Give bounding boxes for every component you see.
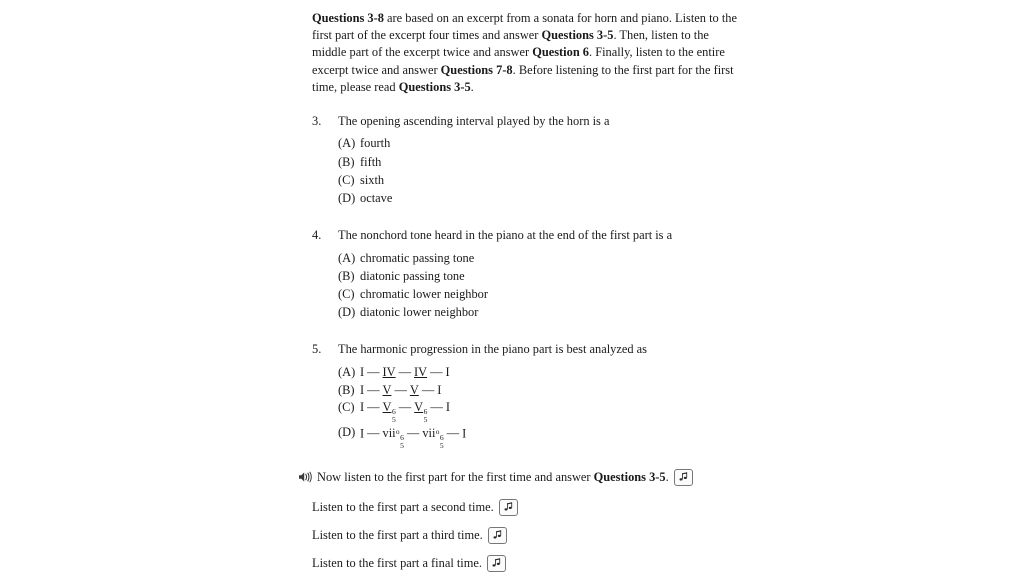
audio-listen-text xyxy=(312,527,483,544)
question-number: 4. xyxy=(312,228,322,243)
audio-listen-text xyxy=(317,469,669,486)
audio-listen-text xyxy=(312,555,482,572)
intro-run-5: . Finally, listen to the entire excerpt twice and answer xyxy=(312,45,725,77)
option-text: diatonic passing tone xyxy=(360,268,465,283)
option-letter: (D) xyxy=(338,305,356,320)
answer-option-A[interactable] xyxy=(338,363,742,381)
question-text: The nonchord tone heard in the piano at the end of the first part is a xyxy=(338,228,673,243)
roman-numeral-progression xyxy=(360,365,450,379)
question-stem xyxy=(312,227,742,244)
figured-bass-upper: 6 xyxy=(400,433,404,443)
roman-numeral-I xyxy=(437,383,441,397)
option-text: fourth xyxy=(360,136,391,151)
option-letter: (C) xyxy=(338,172,355,187)
question-block-3 xyxy=(312,113,742,208)
diminished-circle-icon: o xyxy=(395,427,400,437)
question-number: 3. xyxy=(312,114,322,129)
roman-numeral-symbol: IV xyxy=(382,364,396,379)
progression-dash: — xyxy=(446,426,460,441)
audio-listen-line-3 xyxy=(312,527,742,544)
question-stem xyxy=(312,341,742,358)
answer-option-B[interactable] xyxy=(338,267,742,285)
music-note-icon xyxy=(503,502,514,512)
question-block-5 xyxy=(312,341,742,449)
question-stem xyxy=(312,113,742,130)
option-text xyxy=(360,364,742,381)
progression-dash: — xyxy=(367,382,380,397)
answer-option-A[interactable] xyxy=(338,249,742,267)
play-audio-button[interactable] xyxy=(674,469,693,486)
roman-numeral-symbol: I xyxy=(360,382,365,397)
audio-listen-line-1 xyxy=(298,469,742,486)
roman-numeral-symbol: I xyxy=(462,426,467,441)
roman-numeral-symbol: V xyxy=(382,400,392,415)
audio-line-1-run-2: . xyxy=(665,469,669,484)
roman-numeral-symbol: I xyxy=(445,364,450,379)
diminished-circle-icon: o xyxy=(435,427,440,437)
roman-numeral-vii xyxy=(382,426,404,450)
option-text: octave xyxy=(360,191,393,206)
audio-line-4-run-0: Listen to the first part a final time. xyxy=(312,555,482,570)
figured-bass-upper: 6 xyxy=(391,407,396,417)
figured-bass-lower: 5 xyxy=(391,414,396,424)
play-audio-button[interactable] xyxy=(487,555,506,572)
option-text: diatonic lower neighbor xyxy=(360,305,479,320)
audio-listen-line-2 xyxy=(312,499,742,516)
audio-line-3-run-0: Listen to the first part a third time. xyxy=(312,527,483,542)
figured-bass-lower: 5 xyxy=(423,414,428,424)
roman-numeral-V xyxy=(414,400,428,424)
progression-dash: — xyxy=(430,400,443,415)
roman-numeral-symbol: I xyxy=(360,400,365,415)
answer-option-B[interactable] xyxy=(338,153,742,171)
roman-numeral-I xyxy=(462,426,466,440)
option-text xyxy=(360,399,742,423)
option-text: sixth xyxy=(360,172,385,187)
play-audio-button[interactable] xyxy=(499,499,518,516)
roman-numeral-I xyxy=(446,400,450,414)
roman-numeral-I xyxy=(445,365,449,379)
figured-bass-upper: 6 xyxy=(439,433,444,443)
progression-dash: — xyxy=(367,364,380,379)
option-letter: (C) xyxy=(338,287,355,302)
option-letter: (C) xyxy=(338,400,355,415)
option-text xyxy=(360,382,742,399)
answer-option-D[interactable] xyxy=(338,190,742,208)
audio-line-2-run-0: Listen to the first part a second time. xyxy=(312,499,494,514)
questions-list xyxy=(312,113,742,450)
roman-numeral-symbol: vii xyxy=(382,426,396,441)
answer-options xyxy=(312,249,742,322)
answer-option-C[interactable] xyxy=(338,399,742,424)
answer-option-D[interactable] xyxy=(338,304,742,322)
answer-options xyxy=(312,135,742,208)
roman-numeral-progression xyxy=(360,426,467,450)
roman-numeral-symbol: IV xyxy=(414,364,428,379)
audio-listen-line-4 xyxy=(312,555,742,572)
music-note-icon xyxy=(678,472,689,482)
audio-listen-text xyxy=(312,499,494,516)
progression-dash: — xyxy=(367,400,380,415)
intro-run-1: are based on an excerpt from a sonata for horn and piano. Listen to the first part of the excerpt four times and answer xyxy=(312,11,737,43)
answer-option-D[interactable] xyxy=(338,424,742,450)
answer-option-A[interactable] xyxy=(338,135,742,153)
intro-paragraph xyxy=(312,10,742,96)
progression-dash: — xyxy=(421,382,435,397)
intro-bold-run-6: Questions 7-8 xyxy=(440,62,513,77)
audio-lines-list xyxy=(312,469,742,572)
progression-dash: — xyxy=(406,426,420,441)
intro-bold-run-0: Questions 3-8 xyxy=(312,11,384,25)
intro-bold-run-4: Question 6 xyxy=(532,45,590,60)
option-text: fifth xyxy=(360,154,382,169)
roman-numeral-V xyxy=(410,383,419,397)
roman-numeral-symbol: V xyxy=(382,382,392,397)
roman-numeral-IV xyxy=(414,365,427,379)
audio-line-1-bold-run-1: Questions 3-5 xyxy=(593,469,666,484)
roman-numeral-symbol: I xyxy=(360,426,365,441)
question-text: The harmonic progression in the piano part is best analyzed as xyxy=(338,342,647,357)
progression-dash: — xyxy=(398,400,412,415)
option-text xyxy=(360,424,742,449)
question-text: The opening ascending interval played by the horn is a xyxy=(338,114,610,129)
intro-bold-run-2: Questions 3-5 xyxy=(541,28,614,43)
roman-numeral-vii xyxy=(422,426,444,450)
roman-numeral-V xyxy=(382,400,396,424)
answer-option-B[interactable] xyxy=(338,381,742,399)
roman-numeral-IV xyxy=(383,365,396,379)
content-column xyxy=(312,10,742,583)
option-letter: (D) xyxy=(338,425,356,440)
intro-run-9: . xyxy=(470,79,474,94)
answer-options xyxy=(312,363,742,449)
answer-option-C[interactable] xyxy=(338,172,742,190)
progression-dash: — xyxy=(367,426,380,441)
option-letter: (B) xyxy=(338,154,355,169)
progression-dash: — xyxy=(398,364,411,379)
roman-numeral-symbol: I xyxy=(445,400,450,415)
roman-numeral-symbol: I xyxy=(437,382,442,397)
roman-numeral-symbol: V xyxy=(409,382,419,397)
intro-run-3: . Then, listen to the middle part of the excerpt twice and answer xyxy=(312,28,709,60)
intro-run-7: . Before listening to the first part for the first time, please read xyxy=(312,62,734,94)
option-letter: (A) xyxy=(338,136,356,151)
option-text: chromatic lower neighbor xyxy=(360,287,488,302)
roman-numeral-symbol: V xyxy=(414,400,424,415)
progression-dash: — xyxy=(394,382,407,397)
option-letter: (A) xyxy=(338,364,356,379)
option-letter: (A) xyxy=(338,250,356,265)
option-letter: (B) xyxy=(338,382,355,397)
question-number: 5. xyxy=(312,342,322,357)
answer-option-C[interactable] xyxy=(338,286,742,304)
roman-numeral-progression xyxy=(360,383,441,397)
figured-bass-lower: 5 xyxy=(400,440,404,450)
option-letter: (D) xyxy=(338,191,356,206)
roman-numeral-symbol: vii xyxy=(422,426,436,441)
progression-dash: — xyxy=(430,364,443,379)
question-block-4 xyxy=(312,227,742,322)
speaker-icon xyxy=(298,471,313,483)
figured-bass-lower: 5 xyxy=(439,440,444,450)
audio-line-1-run-0: Now listen to the first part for the first time and answer xyxy=(317,469,594,484)
music-note-icon xyxy=(491,558,502,568)
music-note-icon xyxy=(492,530,503,540)
play-audio-button[interactable] xyxy=(488,527,507,544)
option-text: chromatic passing tone xyxy=(360,250,475,265)
roman-numeral-symbol: I xyxy=(360,364,365,379)
option-letter: (B) xyxy=(338,268,355,283)
figured-bass-upper: 6 xyxy=(423,407,428,417)
intro-bold-run-8: Questions 3-5 xyxy=(398,79,471,94)
roman-numeral-progression xyxy=(360,400,450,424)
